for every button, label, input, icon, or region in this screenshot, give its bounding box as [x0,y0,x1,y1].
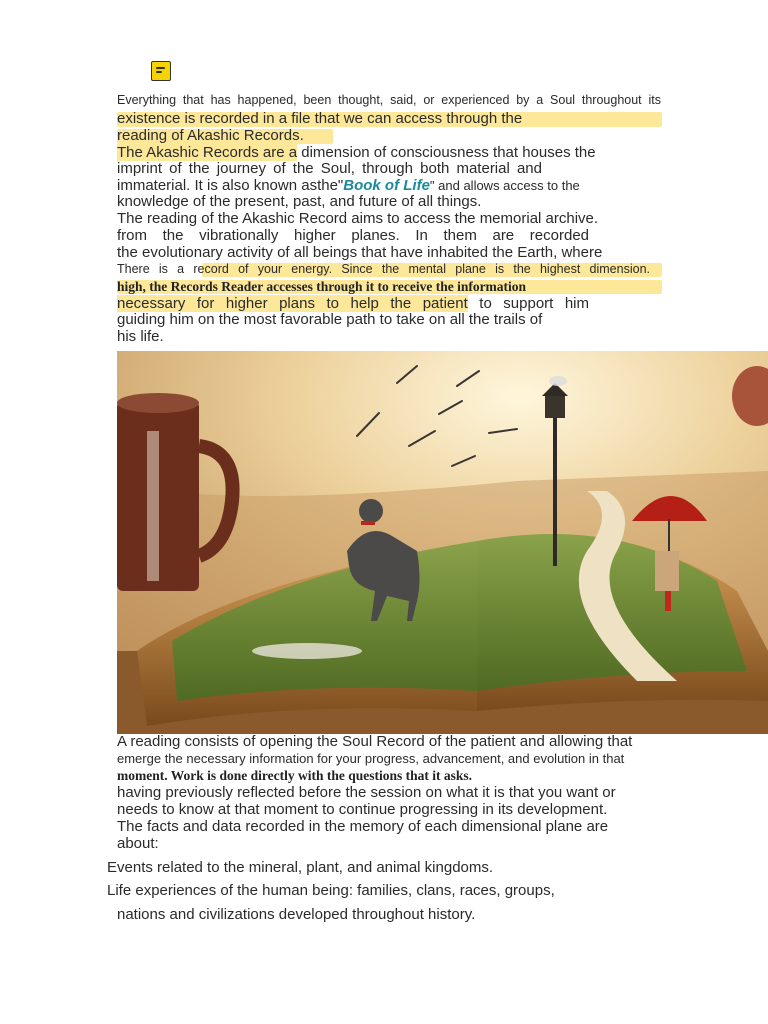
para2-line1 [117,144,596,161]
para2-line2: imprint of the journey of the Soul, through both material and [117,160,542,177]
para3-line4: There is a record of your energy. Since the mental plane is the highest dimension. [117,262,650,276]
para4-line1: A reading consists of opening the Soul Record of the patient and allowing that [117,733,633,750]
para3-line1: The reading of the Akashic Record aims to access the memorial archive. [117,210,599,227]
list-item-continuation: nations and civilizations developed throughout history. [117,906,476,923]
para3-line2: from the vibrationally higher planes. In them are recorded [117,227,589,244]
para2-line1-rest: dimension of consciousness that houses the [297,144,596,161]
para4-line7: about: [117,835,159,852]
para1-line3: reading of Akashic Records. [117,127,304,144]
para3-line7: guiding him on the most favorable path to take on all the trails of [117,311,543,328]
para4-line5: needs to know at that moment to continue progressing in its development. [117,801,608,818]
para4-line3: moment. Work is done directly with the questions that it asks. [117,768,473,783]
para3-line5: high, the Records Reader accesses through it to receive the information [117,279,527,294]
para4-line4: having previously reflected before the session on what it is that you want or [117,784,616,801]
book-of-life-link[interactable]: Book of Life [343,177,430,194]
para4-line2: emerge the necessary information for your progress, advancement, and evolution in that [117,751,625,766]
highlighted-text: necessary for higher plans to help the patient [117,295,468,312]
para1-line1: Everything that has happened, been thought, said, or experienced by a Soul throughout its [117,93,661,107]
highlighted-text: The Akashic Records are a [117,144,298,161]
para3-line8: his life. [117,328,164,345]
list-item: Events related to the mineral, plant, and animal kingdoms. [107,859,494,876]
para3-line3: the evolutionary activity of all beings that have inhabited the Earth, where [117,244,603,261]
para2-line3-pre: immaterial. It is also known asthe" [117,177,344,194]
para3-line6-rest: to support him [467,295,590,312]
list-item: Life experiences of the human being: families, clans, races, groups, [107,882,555,899]
para2-line4: knowledge of the present, past, and future of all things. [117,193,482,210]
para1-line2: existence is recorded in a file that we can access through the [117,110,523,127]
para2-line3 [117,177,580,194]
para4-line6: The facts and data recorded in the memory of each dimensional plane are [117,818,609,835]
comment-note-icon[interactable] [151,61,171,81]
open-book-illustration [117,351,768,734]
para2-line3-post: " and allows access to the [429,178,580,193]
para3-line6 [117,295,589,312]
